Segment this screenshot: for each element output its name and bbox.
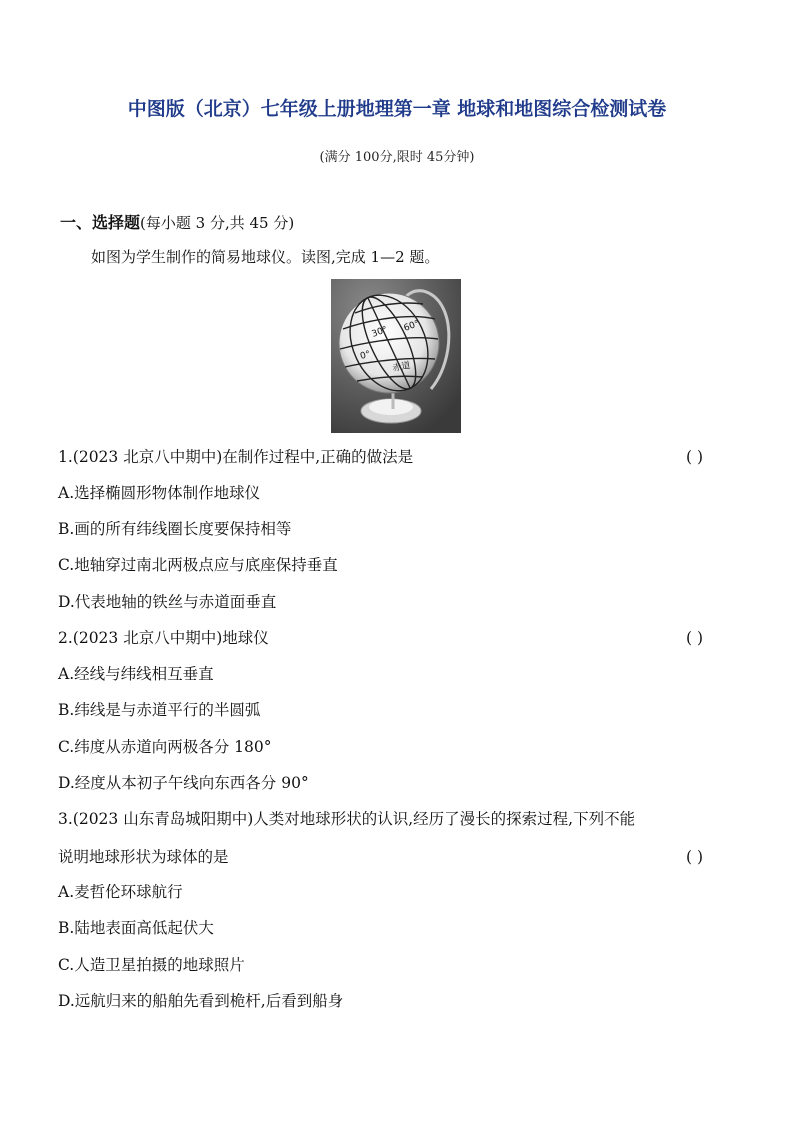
- question-3-option-b: B.陆地表面高低起伏大: [58, 919, 214, 937]
- question-1-stem: 1.(2023 北京八中期中)在制作过程中,正确的做法是: [58, 448, 414, 466]
- page-title: 中图版（北京）七年级上册地理第一章 地球和地图综合检测试卷: [127, 98, 667, 120]
- exam-info: (满分 100分,限时 45分钟): [319, 150, 475, 165]
- question-2-option-c: C.纬度从赤道向两极各分 180°: [58, 738, 272, 756]
- section-title: 一、选择题: [60, 213, 141, 232]
- question-1-option-d: D.代表地轴的铁丝与赤道面垂直: [58, 593, 277, 611]
- section-heading: [60, 210, 294, 233]
- question-2-option-d: D.经度从本初子午线向东西各分 90°: [58, 774, 309, 792]
- question-1-option-b: B.画的所有纬线圈长度要保持相等: [58, 520, 292, 538]
- question-1-option-c: C.地轴穿过南北两极点应与底座保持垂直: [58, 556, 338, 574]
- question-3-stem: 3.(2023 山东青岛城阳期中)人类对地球形状的认识,经历了漫长的探索过程,下列不能: [58, 810, 636, 828]
- question-1-option-a: A.选择椭圆形物体制作地球仪: [58, 484, 261, 502]
- question-3-option-a: A.麦哲伦环球航行: [58, 883, 183, 901]
- question-intro: 如图为学生制作的简易地球仪。读图,完成 1—2 题。: [91, 248, 440, 266]
- svg-text:60°: 60°: [402, 318, 422, 334]
- question-2-answer-blank[interactable]: ( ): [686, 629, 704, 647]
- question-2-option-a: A.经线与纬线相互垂直: [58, 665, 214, 683]
- question-3-option-d: D.远航归来的船舶先看到桅杆,后看到船身: [58, 992, 344, 1010]
- globe-photo: [331, 279, 461, 433]
- globe-label-equator: 赤道: [391, 360, 412, 374]
- section-note: (每小题 3 分,共 45 分): [140, 214, 295, 232]
- globe-illustration: [331, 279, 461, 433]
- question-3-answer-blank[interactable]: ( ): [686, 848, 704, 866]
- question-2-stem: 2.(2023 北京八中期中)地球仪: [58, 629, 269, 647]
- question-3-stem-continued: 说明地球形状为球体的是: [58, 848, 229, 866]
- question-3-option-c: C.人造卫星拍摄的地球照片: [58, 956, 245, 974]
- question-1-answer-blank[interactable]: ( ): [686, 448, 704, 466]
- question-2-option-b: B.纬线是与赤道平行的半圆弧: [58, 701, 261, 719]
- svg-text:0°: 0°: [359, 349, 372, 362]
- svg-text:30°: 30°: [370, 324, 390, 340]
